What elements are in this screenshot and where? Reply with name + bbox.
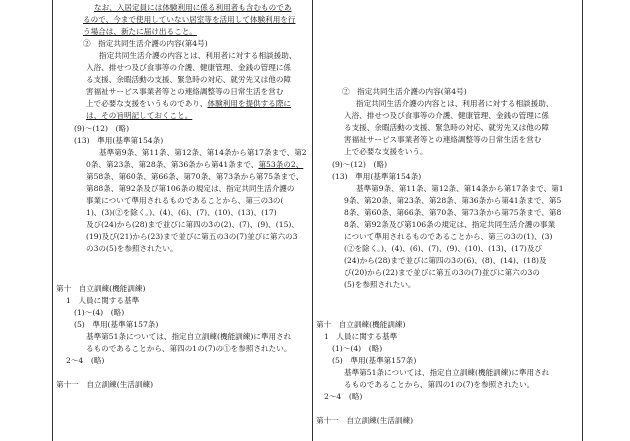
right-section-2-title: ② 指定共同生活介護の内容(第4号) (342, 87, 467, 96)
right-s2-line-2: 入浴、排せつ及び食事等の介護、健康管理、金銭の管理に係 (344, 111, 550, 120)
left-s2-line-6: は、その旨明記しておくこと。 (86, 111, 193, 120)
right-13-line-3: 8条、第60条、第66条、第70条、第73条から第75条まで、第8 (344, 208, 562, 217)
left-sec10-item-5: (5) 準用(基準第157条) (74, 320, 159, 329)
left-sec10-staff: 1 人員に関する基準 (66, 296, 140, 305)
left-13-line-9: の3の(5)を参照されたい。 (86, 244, 178, 253)
right-border (582, 0, 583, 441)
left-sec10-item-1-4: (1)〜(4) (略) (74, 308, 125, 317)
right-s2-line-4: 害福祉サービス事業者等との連絡調整等の日常生活を営む (344, 135, 542, 144)
right-sec10-staff: 1 人員に関する基準 (324, 332, 398, 341)
left-item-13: (13) 準用(基準第154条) (74, 136, 164, 145)
left-13-line-4: 第88条、第92条及び第106条の規定は、指定共同生活介護の (86, 184, 295, 193)
right-item-13: (13) 準用(基準第154条) (332, 172, 422, 181)
left-sec10-5-line-2: るものであることから、第四の1の(7)の①を参照されたい。 (86, 344, 292, 353)
left-sec10-5-line-1: 基準第51条については、指定自立訓練(機能訓練)に準用され (86, 332, 292, 341)
right-item-9-12: (9)〜(12) (略) (332, 160, 388, 169)
right-13-line-1: 基準第9条、第11条、第12条、第14条から第17条まで、第1 (356, 184, 564, 193)
left-13-line-2-plain: 0条、第23条、第28条、第36条から第41条まで、 (86, 160, 259, 169)
left-item-9-12: (9)〜(12) (略) (74, 124, 130, 133)
left-sec10-2-4: 2〜4 (略) (66, 356, 105, 365)
right-13-line-6: (②を除く。)、(4)、(6)、(7)、(9)、(10)、(13)、(17)及び (344, 244, 543, 253)
left-13-line-8: (19)及び(21)から(23)まで並びに第五の3の(7)並びに第六の3 (86, 232, 298, 241)
right-13-line-2: 9条、第20条、第23条、第28条、第36条から第41条まで、第5 (344, 196, 562, 205)
left-border (52, 0, 53, 441)
left-s2-line-5-underlined: 体験利用を提供する際に (207, 99, 292, 108)
left-s2-line-1: 指定共同生活介護の内容とは、利用者に対する相談援助、 (99, 51, 297, 60)
right-13-line-9: (5)を参照されたい。 (344, 280, 416, 289)
right-sec10-title: 第十 自立訓練(機能訓練) (316, 320, 406, 329)
right-13-line-7: (24)から(28)まで並びに第四の3の(6)、(8)、(14)、(18)及 (344, 256, 547, 265)
right-s2-line-3: る支援、余暇活動の支援、緊急時の対応、就労先又は他の障 (344, 123, 550, 132)
left-13-line-6: 1)、(3)(②を除く。)、(4)、(6)、(7)、(10)、(13)、(17) (86, 208, 277, 217)
right-13-line-5: について準用されるものであることから、第三の3の(1)、(3) (344, 232, 553, 241)
left-s2-line-4: 害福祉サービス事業者等との連絡調整等の日常生活を営む (86, 87, 284, 96)
right-sec10-5-line-2: るものであることから、第四の1の(7)を参照されたい。 (344, 380, 535, 389)
right-13-line-8: び(20)から(22)まで並びに第五の3の(7)並びに第六の3の (344, 268, 540, 277)
left-13-line-5: 事業について準用されるものであることから、第三の3の( (86, 196, 284, 205)
left-s2-line-2: 入浴、排せつ及び食事等の介護、健康管理、金銭の管理に係 (86, 63, 292, 72)
left-13-line-3: 第58条、第60条、第66条、第70条、第73条から第75条まで、 (86, 172, 304, 181)
right-sec10-5-line-1: 基準第51条については、指定自立訓練(機能訓練)に準用され (344, 368, 550, 377)
right-s2-line-1: 指定共同生活介護の内容とは、利用者に対する相談援助、 (356, 99, 554, 108)
right-s2-line-5: 上で必要な支援をいう。 (344, 147, 428, 156)
left-sec11-title: 第十一 自立訓練(生活訓練) (56, 380, 154, 389)
right-sec10-item-1-4: (1)〜(4) (略) (332, 344, 383, 353)
left-s2-line-5 (86, 98, 291, 110)
left-top-line-1: なお、入居定員には体験利用に係る利用者も含むものであ (94, 3, 292, 12)
left-section-2-title: ② 指定共同生活介護の内容(第4号) (83, 39, 208, 48)
left-13-line-2-underlined: 第53条の2、 (258, 160, 304, 169)
left-s2-line-5-plain: 上で必要な支援をいうものであり、 (86, 99, 208, 108)
right-sec10-item-5: (5) 準用(基準第157条) (332, 356, 417, 365)
column-divider (312, 0, 313, 441)
right-sec11-title: 第十一 自立訓練(生活訓練) (316, 416, 414, 425)
left-13-line-1: 基準第9条、第11条、第12条、第14条から第17条まで、第2 (99, 148, 307, 157)
left-s2-line-3: る支援、余暇活動の支援、緊急時の対応、就労先又は他の障 (86, 75, 292, 84)
right-sec10-2-4: 2〜4 (略) (324, 392, 363, 401)
left-top-line-2: るので、今まで使用していない居室等を活用して体験利用を行 (83, 15, 296, 24)
right-13-line-4: 8条、第92条及び第106条の規定は、指定共同生活介護の事業 (344, 220, 556, 229)
left-13-line-7: 及び(24)から(28)まで並びに第四の3の(2)、(7)、(9)、(15)、 (86, 220, 299, 229)
left-top-line-3: う場合は、新たに届け出ること。 (83, 27, 197, 36)
left-sec10-title: 第十 自立訓練(機能訓練) (56, 284, 146, 293)
left-13-line-2 (86, 159, 303, 171)
